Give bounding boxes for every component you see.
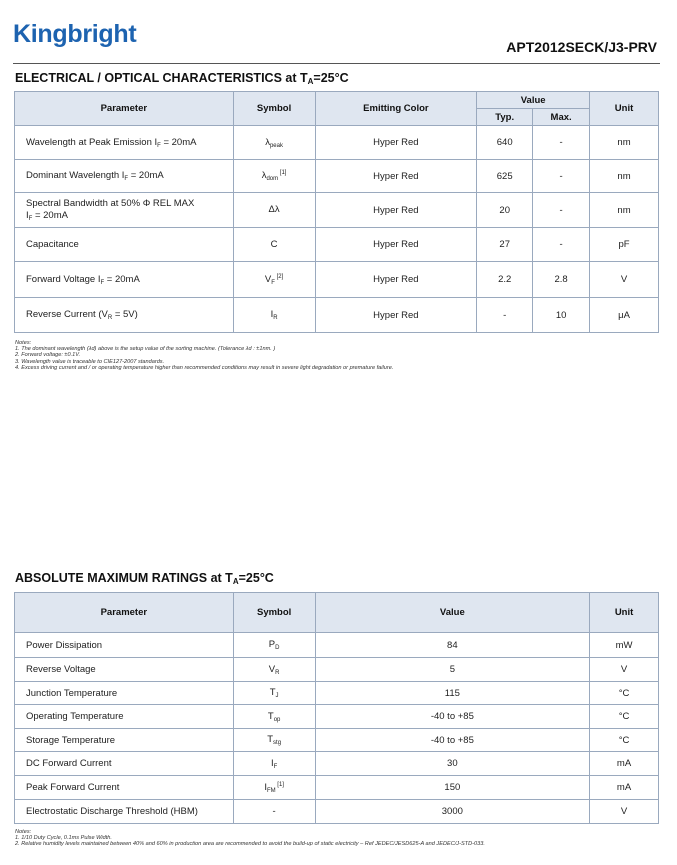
symbol-cell: $I_R$	[233, 298, 315, 333]
symbol-cell: Δλ	[233, 193, 315, 228]
parameter-cell: Operating Temperature	[15, 705, 234, 729]
parameter-cell: DC Forward Current	[15, 752, 234, 776]
table-row	[15, 126, 659, 160]
parameter-text: Spectral Bandwidth at 50% Φ REL MAX	[26, 198, 195, 209]
col-unit: Unit	[590, 593, 659, 633]
table-row	[15, 298, 659, 333]
symbol-cell: $T_{op}$	[233, 705, 315, 729]
unit-cell: °C	[590, 729, 659, 752]
symbol-cell: $I_{FM}$ [1]	[233, 776, 315, 800]
unit-cell: V	[590, 800, 659, 824]
table-row	[15, 752, 659, 776]
table-row	[15, 633, 659, 658]
parameter-cell: Power Dissipation	[15, 633, 234, 658]
symbol-cell: $V_F$ [2]	[233, 262, 315, 298]
electrical-notes	[15, 340, 393, 371]
parameter-cell: Junction Temperature	[15, 682, 234, 705]
col-typ: Typ.	[477, 109, 533, 126]
note-line: 2. Relative humidity levels maintained between 40% and 60% in production area are recommended to avoid the build-up of static electricity – Ref JEDEC/JESD625-A and JEDEC/J-STD-033.	[15, 841, 485, 848]
col-unit: Unit	[590, 92, 659, 126]
typ-value-cell: 640	[477, 126, 533, 160]
note-line: 3. Wavelength value is traceable to CIE127-2007 standards.	[15, 358, 165, 365]
typ-value-cell: 20	[477, 193, 533, 228]
parameter-text: Wavelength at Peak Emission $I_F = 20mA$	[26, 136, 197, 149]
symbol-cell: $V_R$	[233, 658, 315, 682]
table-row	[15, 682, 659, 705]
parameter-text: Capacitance	[26, 238, 79, 250]
table-row	[15, 729, 659, 752]
parameter-text-line2: $I_F = 20mA$	[26, 210, 68, 222]
parameter-text: Forward Voltage $I_F = 20mA$	[26, 273, 140, 286]
parameter-text: Reverse Current $(V_R = 5V)$	[26, 309, 138, 321]
max-value-cell: -	[533, 160, 590, 193]
symbol-cell: $\lambda_{dom}$ [1]	[233, 160, 315, 193]
parameter-cell	[15, 262, 234, 298]
absolute-section-title: ABSOLUTE MAXIMUM RATINGS at $T_A=25^\circ C$	[15, 571, 274, 586]
parameter-cell: Electrostatic Discharge Threshold (HBM)	[15, 800, 234, 824]
table-row	[15, 160, 659, 193]
parameter-cell	[15, 126, 234, 160]
note-line: 1. 1/10 Duty Cycle, 0.1ms Pulse Width.	[15, 835, 112, 842]
table-row	[15, 262, 659, 298]
typ-value-cell: 2.2	[477, 262, 533, 298]
unit-cell: °C	[590, 705, 659, 729]
col-parameter: Parameter	[15, 593, 234, 633]
note-line: 1. The dominant wavelength (λd) above is the setup value of the sorting machine. (Tolerance λd : ±1nm. )	[15, 346, 276, 353]
value-cell: 150	[315, 776, 590, 800]
parameter-cell	[15, 228, 234, 262]
col-value: Value	[315, 593, 590, 633]
emitting-color-cell: Hyper Red	[315, 126, 477, 160]
typ-value-cell: 27	[477, 228, 533, 262]
col-emitting-color: Emitting Color	[315, 92, 477, 126]
unit-cell: V	[590, 262, 659, 298]
table-row	[15, 705, 659, 729]
note-line: 2. Forward voltage: ±0.1V.	[15, 352, 81, 359]
emitting-color-cell: Hyper Red	[315, 298, 477, 333]
table-row	[15, 193, 659, 228]
value-cell: 5	[315, 658, 590, 682]
parameter-cell	[15, 193, 234, 228]
emitting-color-cell: Hyper Red	[315, 262, 477, 298]
header-divider	[13, 63, 660, 64]
unit-cell: V	[590, 658, 659, 682]
unit-cell: nm	[590, 160, 659, 193]
unit-cell: nm	[590, 193, 659, 228]
symbol-cell: $P_D$	[233, 633, 315, 658]
max-value-cell: 2.8	[533, 262, 590, 298]
unit-cell: mW	[590, 633, 659, 658]
parameter-cell	[15, 160, 234, 193]
unit-cell: mA	[590, 776, 659, 800]
col-symbol: Symbol	[233, 593, 315, 633]
table-row	[15, 776, 659, 800]
max-value-cell: 10	[533, 298, 590, 333]
electrical-section-title: ELECTRICAL / OPTICAL CHARACTERISTICS at $T_A=25^\circ C$	[15, 71, 349, 86]
symbol-cell: C	[233, 228, 315, 262]
col-max: Max.	[533, 109, 590, 126]
value-cell: 115	[315, 682, 590, 705]
symbol-cell: $I_F$	[233, 752, 315, 776]
unit-cell: μA	[590, 298, 659, 333]
value-cell: -40 to +85	[315, 729, 590, 752]
parameter-cell: Peak Forward Current	[15, 776, 234, 800]
note-line: 4. Excess driving current and / or operating temperature higher than recommended conditions may result in severe light degradation or premature failure.	[15, 364, 394, 371]
col-symbol: Symbol	[233, 92, 315, 126]
absolute-ratings-table	[14, 592, 659, 824]
parameter-cell: Reverse Voltage	[15, 658, 234, 682]
col-parameter: Parameter	[15, 92, 234, 126]
parameter-cell	[15, 298, 234, 333]
emitting-color-cell: Hyper Red	[315, 160, 477, 193]
symbol-cell: $T_{stg}$	[233, 729, 315, 752]
electrical-table	[14, 91, 659, 333]
unit-cell: °C	[590, 682, 659, 705]
company-logo: Kingbright	[13, 20, 137, 48]
unit-cell: pF	[590, 228, 659, 262]
note-line: Notes:	[15, 829, 32, 835]
symbol-cell: $\lambda_{peak}$	[233, 126, 315, 160]
parameter-text: Dominant Wavelength $I_F = 20mA$	[26, 170, 164, 182]
note-line: Notes:	[15, 340, 32, 346]
value-cell: 30	[315, 752, 590, 776]
unit-cell: mA	[590, 752, 659, 776]
max-value-cell: -	[533, 126, 590, 160]
max-value-cell: -	[533, 228, 590, 262]
symbol-cell: -	[233, 800, 315, 824]
col-value: Value	[477, 92, 590, 109]
max-value-cell: -	[533, 193, 590, 228]
emitting-color-cell: Hyper Red	[315, 228, 477, 262]
table-row	[15, 228, 659, 262]
symbol-cell: $T_J$	[233, 682, 315, 705]
table-row	[15, 658, 659, 682]
table-row	[15, 800, 659, 824]
value-cell: 84	[315, 633, 590, 658]
emitting-color-cell: Hyper Red	[315, 193, 477, 228]
part-number: APT2012SECK/J3-PRV	[506, 39, 657, 55]
unit-cell: nm	[590, 126, 659, 160]
value-cell: -40 to +85	[315, 705, 590, 729]
parameter-cell: Storage Temperature	[15, 729, 234, 752]
value-cell: 3000	[315, 800, 590, 824]
typ-value-cell: -	[477, 298, 533, 333]
absolute-notes	[15, 829, 485, 848]
typ-value-cell: 625	[477, 160, 533, 193]
